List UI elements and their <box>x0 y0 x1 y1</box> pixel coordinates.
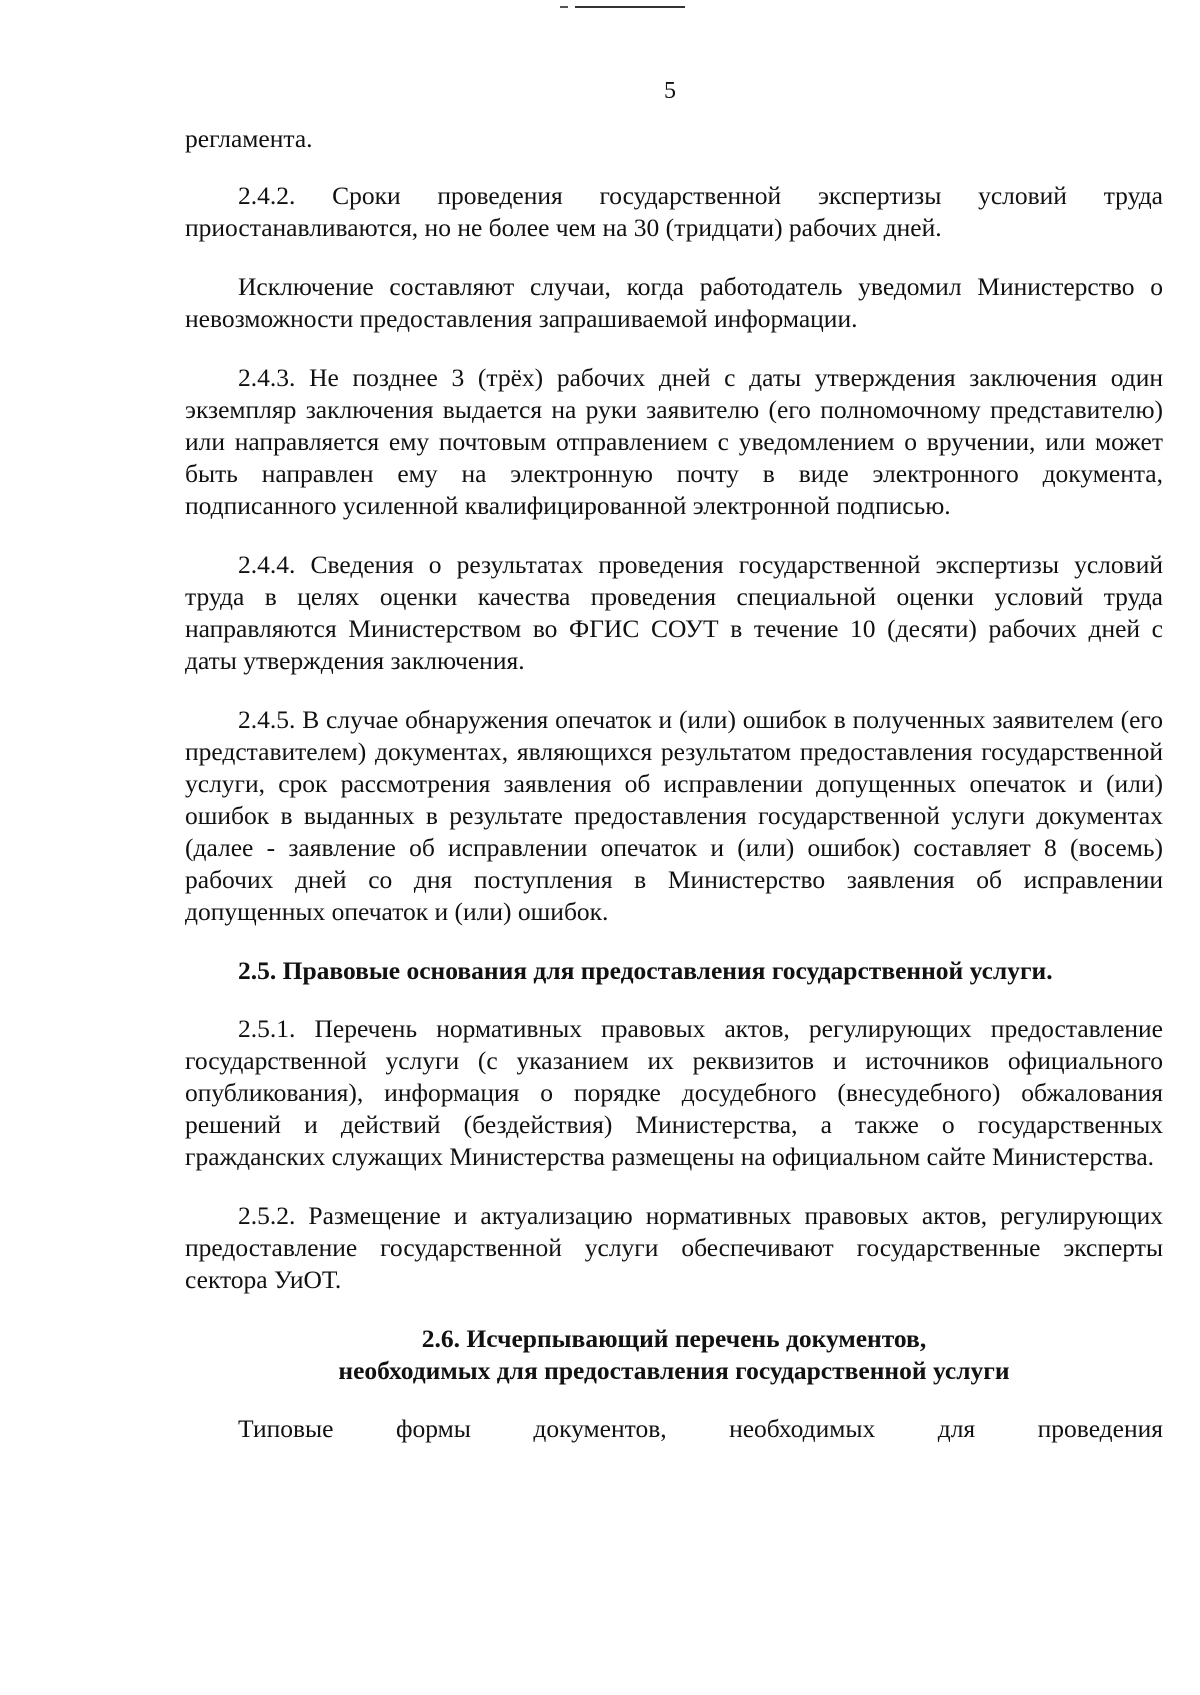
paragraph-continuation: регламента. <box>185 124 313 153</box>
paragraph-2-4-5: 2.4.5. В случае обнаружения опечаток и (или) ошибок в полученных заявителем (его представителем) документах, являющихся результатом предоставления государственной услуги, срок рассмотрения заявления об исправлении допущенных опечаток и (или) ошибок в выданных в результате предоставления государственной услуги документах (далее - заявление об исправлении опечаток и (или) ошибок) составляет 8 (восемь) рабочих дней со дня поступления в Министерство заявления об исправлении допущенных опечаток и (или) ошибок. <box>185 705 1163 926</box>
page-number: 5 <box>664 78 676 104</box>
paragraph-2-5-1: 2.5.1. Перечень нормативных правовых актов, регулирующих предоставление государственной услуги (с указанием их реквизитов и источников официального опубликования), информация о порядке досудебного (внесудебного) обжалования решений и действий (бездействия) Министерства, а также о государственных гражданских служащих Министерства размещены на официальном сайте Министерства. <box>185 1014 1163 1171</box>
paragraph-2-4-2: 2.4.2. Сроки проведения государственной экспертизы условий труда приостанавливаются, но не более чем на 30 (тридцати) рабочих дней. <box>185 181 1163 242</box>
paragraph-exception: Исключение составляют случаи, когда работодатель уведомил Министерство о невозможности предоставления запрашиваемой информации. <box>185 272 1163 333</box>
paragraph-2-5-2: 2.5.2. Размещение и актуализацию нормативных правовых актов, регулирующих предоставление государственной услуги обеспечивают государственные эксперты сектора УиОТ. <box>185 1201 1163 1294</box>
paragraph-2-4-3: 2.4.3. Не позднее 3 (трёх) рабочих дней с даты утверждения заключения один экземпляр заключения выдается на руки заявителю (его полномочному представителю) или направляется ему почтовым отправлением с уведомлением о вручении, или может быть направлен ему на электронную почту в виде электронного документа, подписанного усиленной квалифицированной электронной подписью. <box>185 363 1163 520</box>
paragraph-2-4-4: 2.4.4. Сведения о результатах проведения государственной экспертизы условий труда в целях оценки качества проведения специальной оценки условий труда направляются Министерством во ФГИС СОУТ в течение 10 (десяти) рабочих дней с даты утверждения заключения. <box>185 550 1163 675</box>
section-heading-2-6-line1: 2.6. Исчерпывающий перечень документов, <box>421 1324 927 1353</box>
document-body <box>185 123 1163 1445</box>
paragraph-typical-forms: Типовые формы документов, необходимых для проведения <box>238 1414 1163 1443</box>
section-heading-2-5: 2.5. Правовые основания для предоставления государственной услуги. <box>238 956 1053 985</box>
section-heading-2-6-line2: необходимых для предоставления государственной услуги <box>338 1356 1010 1385</box>
top-rule <box>575 6 685 8</box>
scan-mark <box>560 6 568 8</box>
section-heading-2-6 <box>185 1323 1163 1387</box>
